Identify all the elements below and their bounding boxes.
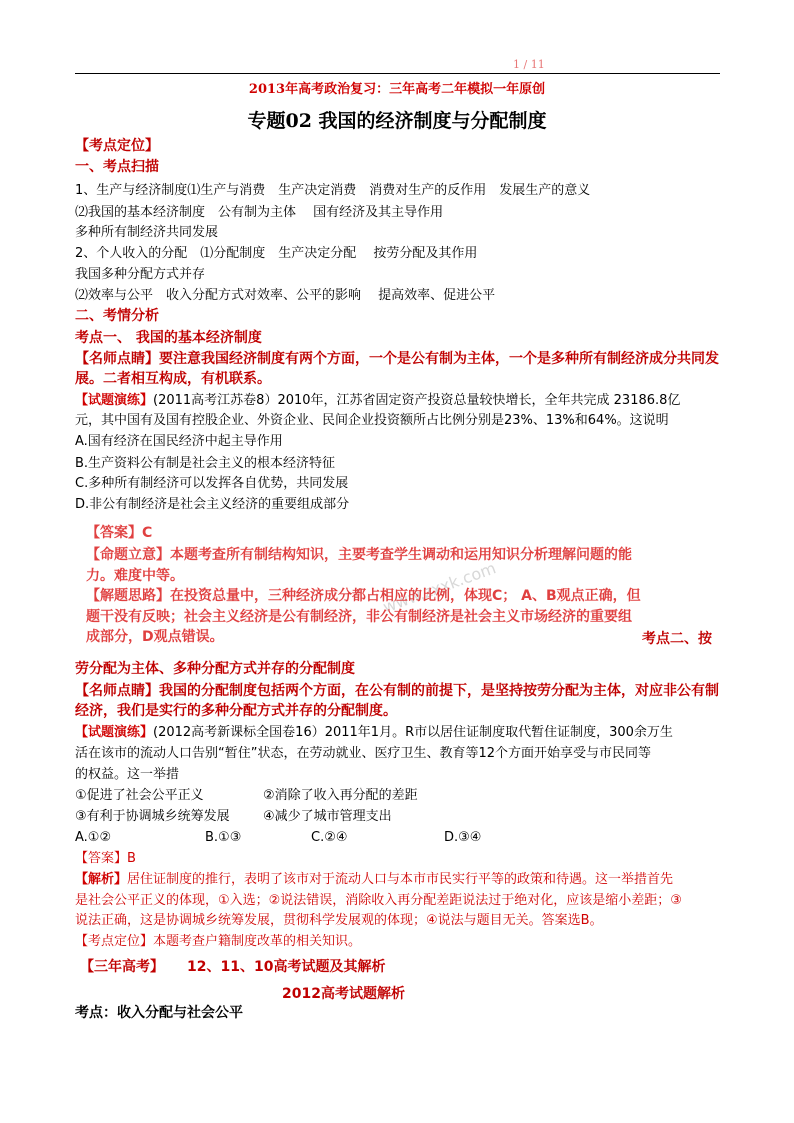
kp1-exercise: 元，其中国有及国有控股企业、外资企业、民间企业投资额所占比例分别是23%、13%和64%。这说明 (75, 413, 669, 428)
answer-line: 【命题立意】本题考查所有制结构知识，主要考查学生调动和运用知识分析理解问题的能 (86, 547, 632, 563)
choice: C.②④ (311, 830, 348, 845)
kp2-exercise: 活在该市的流动人口告别“暂住”状态，在劳动就业、医疗卫生、教育等12个方面开始享受与市民同等 (75, 746, 652, 761)
analysis-tag: 【解析】 (75, 872, 128, 887)
section-analysis: 二、考情分析 (75, 308, 159, 324)
scan-line: 多种所有制经济共同发展 (75, 225, 219, 240)
answer-line: 【答案】C (86, 525, 153, 541)
section-locate: 【考点定位】 (75, 138, 159, 154)
option: C.多种所有制经济可以发挥各自优势，共同发展 (75, 476, 349, 491)
analysis-text: 居住证制度的推行，表明了该市对于流动人口与本市市民实行平等的政策和待遇。这一举措首先 (127, 872, 674, 887)
exercise-tag: 【试题演练】 (75, 393, 154, 408)
item: ③有利于协调城乡统筹发展 (75, 809, 230, 824)
kp2-exercise (75, 724, 673, 742)
kp2-title: 劳分配为主体、多种分配方式并存的分配制度 (75, 661, 355, 677)
answer-line: 题干没有反映；社会主义经济是公有制经济，非公有制经济是社会主义市场经济的重要组 (86, 609, 632, 625)
choice: D.③④ (444, 830, 482, 845)
kp1-tip: 展。二者相互构成，有机联系。 (75, 371, 271, 387)
scan-line: 1、生产与经济制度⑴生产与消费 生产决定消费 消费对生产的反作用 发展生产的意义 (75, 183, 591, 198)
kp2-tip: 经济，我们是实行的多种分配方式并存的分配制度。 (75, 703, 397, 719)
choice: B.①③ (205, 830, 242, 845)
item: ①促进了社会公平正义 (75, 788, 204, 803)
kp1-tip: 【名师点睛】要注意我国经济制度有两个方面，一个是公有制为主体，一个是多种所有制经济成分共同发 (75, 351, 719, 367)
kp2-title: 考点二、按 (642, 631, 712, 647)
exercise-tag: 【试题演练】 (75, 725, 154, 740)
item: ④减少了城市管理支出 (263, 809, 392, 824)
choice-row (75, 829, 481, 847)
option: D.非公有制经济是社会主义经济的重要组成部分 (75, 497, 350, 512)
kp2-answer: 【答案】B (75, 851, 136, 866)
kp2-exercise: 的权益。这一举措 (75, 767, 180, 782)
item-row (75, 808, 392, 826)
kp2-locate: 【考点定位】本题考查户籍制度改革的相关知识。 (75, 934, 362, 949)
item: ②消除了收入再分配的差距 (263, 788, 418, 803)
watermark: www.zxxk.com (380, 558, 499, 617)
scan-line: ⑵我国的基本经济制度 公有制为主体 国有经济及其主导作用 (75, 205, 444, 220)
exercise-text: (2011高考江苏卷8）2010年，江苏省固定资产投资总量较快增长，全年共完成 23186.8亿 (153, 393, 681, 408)
page-title: 专题02 我国的经济制度与分配制度 (247, 110, 547, 132)
scan-line: 2、个人收入的分配 ⑴分配制度 生产决定分配 按劳分配及其作用 (75, 246, 478, 261)
three-years-text: 12、11、10高考试题及其解析 (187, 959, 386, 975)
subsection-2012: 2012高考试题解析 (282, 986, 405, 1002)
section-scan: 一、考点扫描 (75, 159, 159, 175)
header-rule (75, 73, 720, 74)
scan-line: ⑵效率与公平 收入分配方式对效率、公平的影响 提高效率、促进公平 (75, 288, 496, 303)
banner: 2013年高考政治复习：三年高考二年模拟一年原创 (248, 82, 546, 97)
answer-line: 成部分，D观点错误。 (86, 629, 224, 645)
kp1-exercise (75, 392, 680, 410)
answer-image (80, 518, 650, 643)
kp2-analysis: 说法正确，这是协调城乡统筹发展，贯彻科学发展观的体现；④说法与题目无关。答案选B。 (75, 913, 603, 928)
kp2-analysis: 是社会公平正义的体现，①入选；②说法错误，消除收入再分配差距说法过于绝对化，应该是缩小差距；③ (75, 893, 682, 908)
choice: A.①② (75, 830, 112, 845)
option: B.生产资料公有制是社会主义的根本经济特征 (75, 456, 336, 471)
kp-income: 考点：收入分配与社会公平 (75, 1005, 243, 1021)
item-row (75, 787, 418, 805)
option: A.国有经济在国民经济中起主导作用 (75, 434, 283, 449)
answer-line: 【解题思路】在投资总量中，三种经济成分都占相应的比例，体现C； A、B观点正确，但 (86, 588, 641, 604)
kp2-analysis (75, 871, 673, 889)
kp1-title: 考点一、 我国的基本经济制度 (75, 330, 262, 346)
scan-line: 我国多种分配方式并存 (75, 267, 206, 282)
exercise-text: (2012高考新课标全国卷16）2011年1月。R市以居住证制度取代暂住证制度，300余万生 (153, 725, 673, 740)
three-years-tag: 【三年高考】 (80, 959, 164, 975)
answer-line: 力。难度中等。 (86, 568, 184, 584)
kp2-tip: 【名师点睛】我国的分配制度包括两个方面，在公有制的前提下，是坚持按劳分配为主体，对应非公有制 (75, 683, 719, 699)
page-number: 1 / 11 (513, 58, 545, 71)
